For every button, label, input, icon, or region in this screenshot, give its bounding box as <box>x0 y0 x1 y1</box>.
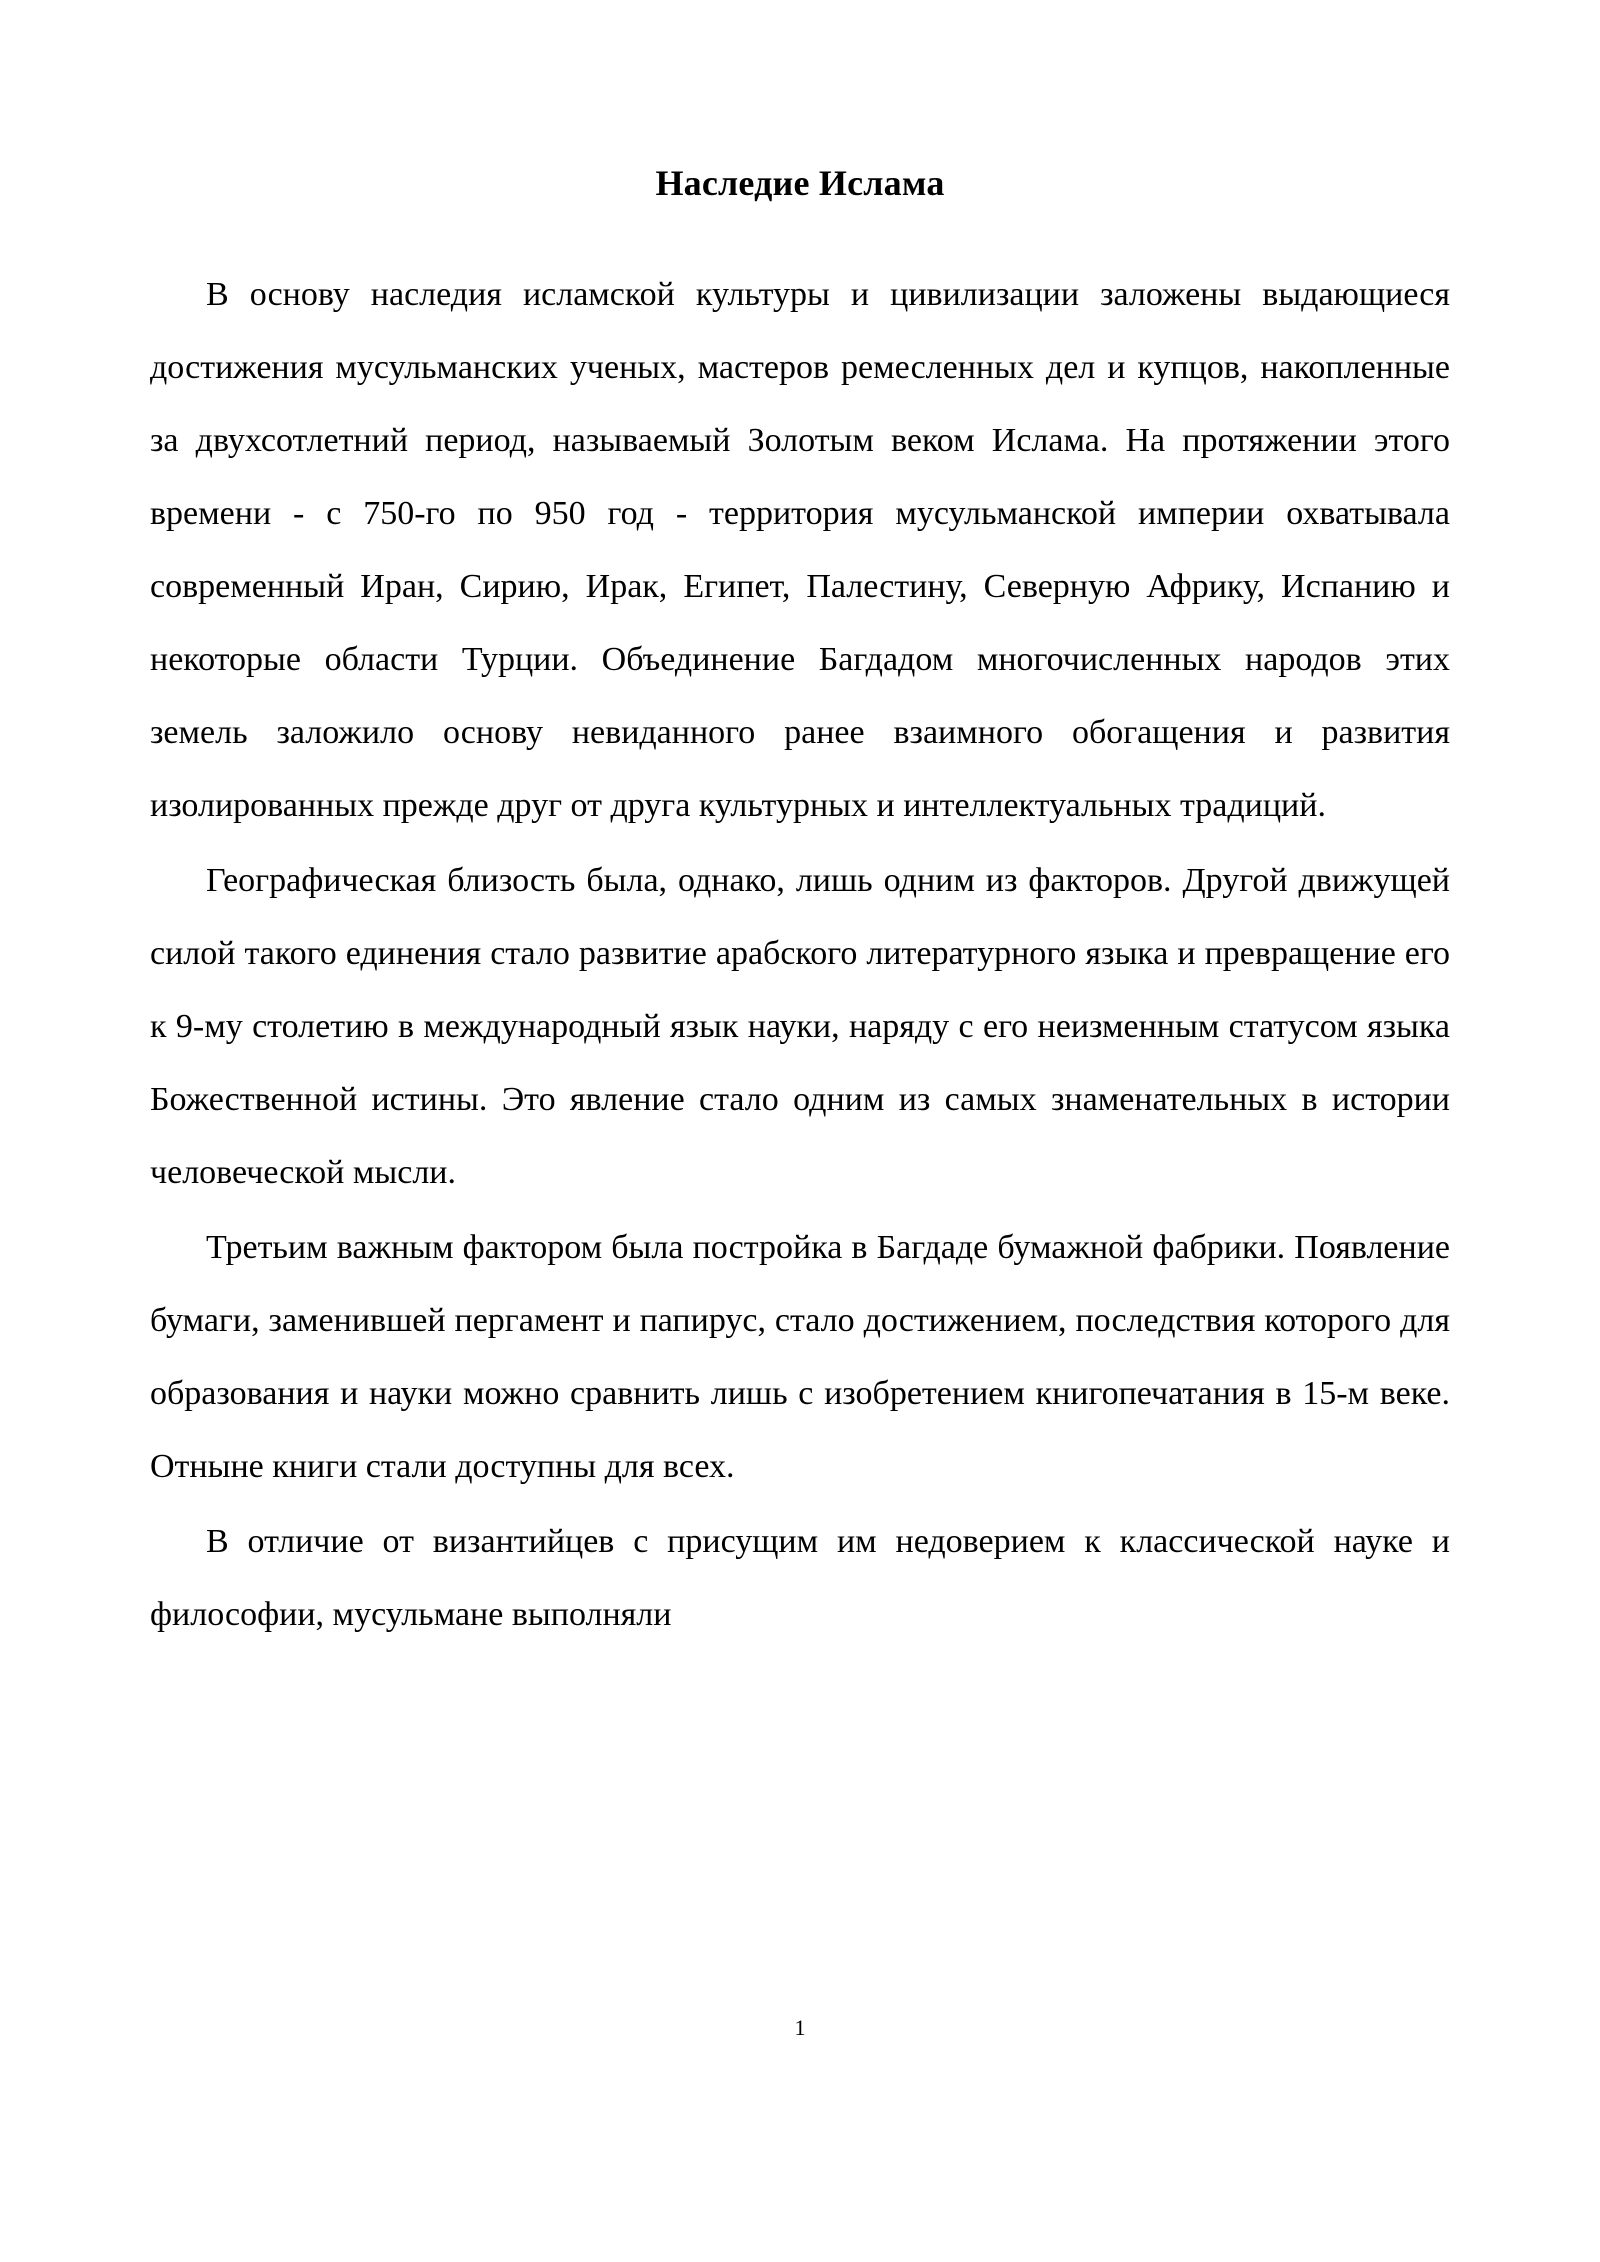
body-paragraph-2: Географическая близость была, однако, лишь одним из факторов. Другой движущей силой такого единения стало развитие арабского литературного языка и превращение его к 9-му столетию в международный язык науки, наряду с его неизменным статусом языка Божественной истины. Это явление стало одним из самых знаменательных в истории человеческой мысли. <box>150 862 1450 1191</box>
document-text-body <box>150 0 1450 1651</box>
body-paragraph-1: В основу наследия исламской культуры и цивилизации заложены выдающиеся достижения мусульманских ученых, мастеров ремесленных дел и купцов, накопленные за двухсотлетний период, называемый Золотым веком Ислама. На протяжении этого времени - с 750-го по 950 год - территория мусульманской империи охватывала современный Иран, Сирию, Ирак, Египет, Палестину, Северную Африку, Испанию и некоторые области Турции. Объединение Багдадом многочисленных народов этих земель заложило основу невиданного ранее взаимного обогащения и развития изолированных прежде друг от друга культурных и интеллектуальных традиций. <box>150 276 1450 824</box>
body-paragraph-4: В отличие от византийцев с присущим им недоверием к классической науке и философии, мусульмане выполняли <box>150 1523 1450 1633</box>
page-number: 1 <box>794 2015 806 2040</box>
page-title: Наследие Ислама <box>655 163 945 203</box>
body-paragraph-3: Третьим важным фактором была постройка в Багдаде бумажной фабрики. Появление бумаги, заменившей пергамент и папирус, стало достижением, последствия которого для образования и науки можно сравнить лишь с изобретением книгопечатания в 15-м веке. Отныне книги стали доступны для всех. <box>150 1229 1450 1485</box>
